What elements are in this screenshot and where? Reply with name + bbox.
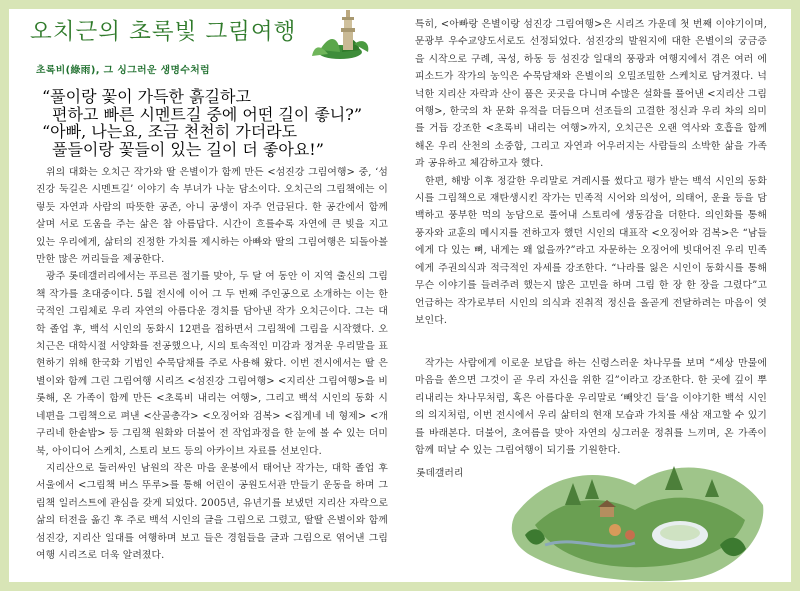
- dialogue-line: 편하고 빠른 시멘트길 중에 어떤 길이 좋니?”: [52, 104, 363, 124]
- page-title: 오치근의 초록빛 그림여행: [30, 19, 297, 45]
- dialogue-line: 풀들이랑 꽃들이 있는 길이 더 좋아요!”: [52, 139, 324, 159]
- dialogue-line: “풀이랑 꽃이 가득한 흙길하고: [42, 87, 251, 106]
- subtitle: 초록비(綠雨), 그 싱그러운 생명수처럼: [36, 65, 210, 76]
- paragraph: 작가는 사람에게 이로운 보답을 하는 신령스러운 차나무를 보며 “세상 만물에 마음을 쏟으면 그것이 곧 우리 자신을 위한 길”이라고 강조한다. 한 곳에 깊이 뿌리내리는 차나무처럼, 혹은 아름다운 우리말로 ‘빼앗긴 들’을 이야기한 백석 시인의 의지처럼, 이번 전시에서 우리 삶터의 현재 모습과 가치를 새삼 재고할 수 있기를 바래본다. 더불어, 초여름을 맞아 자연의 싱그러운 정취를 느끼며, 온 가족이 함께 떠날 수 있는 그림여행이 되기를 기원한다.: [415, 358, 767, 457]
- left-body: [36, 164, 388, 591]
- paragraph: 위의 대화는 오치근 작가와 딸 은별이가 함께 만든 <섬진강 그림여행> 중, ‘섬진강 둑길은 시멘트길’ 이야기 속 부녀가 나눈 담소이다. 오치근의 그림책에는 이렇듯 자연과 사람의 따뜻한 공존, 아니 공생이 자주 언급된다. 한 공간에서 함께 살며 서로 도움을 주는 삶은 참 아름답다. 시간이 흐를수록 자연에 큰 빚을 지고 있는 우리에게, 삶터의 진정한 가치를 제시하는 아빠와 딸의 그림여행은 되돌아볼 만한 많은 꺼리들을 제공한다.: [36, 167, 388, 266]
- paragraph: 특히, <아빠랑 은별이랑 섬진강 그림여행>은 시리즈 가운데 첫 번째 이야기이며, 문광부 우수교양도서로도 선정되었다. 섬진강의 발원지에 대한 은별이의 궁금증을 시작으로 구례, 곡성, 하동 등 섬진강 일대의 풍광과 여행지에서 겪은 여러 에피소드가 작가의 농익은 수묵담채와 은별이의 오밀조밀한 스케치로 담겨졌다. 넉넉한 지리산 자락과 산이 품은 곳곳을 다니며 수많은 설화를 풀어낸 <지리산 그림여행>, 한국의 차 문화 유적을 더듬으며 선조들의 고결한 정신과 우리 차의 의미를 거듭 강조한 <초록비 내리는 여행>까지, 오치근은 오랜 역사와 호흡을 함께 해온 우리 산천의 소중함, 그리고 자연과 어우러지는 사람들의 소박한 삶을 가족과 공유하고 체감하고자 했다.: [415, 19, 767, 170]
- landscape-illustration: [505, 435, 770, 585]
- paragraph: 광주 롯데갤러리에서는 푸르른 절기를 맞아, 두 달 여 동안 이 지역 출신의 그림책 작가를 초대중이다. 5월 전시에 이어 그 두 번째 주인공으로 소개하는 이는 한국적인 그림체로 우리 자연의 아름다운 경치를 담아낸 작가 오치근이다. 그는 대학 졸업 후, 백석 시인의 동화시 12편을 접하면서 그림책에 그림을 시작했다. 오치근은 대학시절 서양화를 전공했으나, 시의 토속적인 미감과 정겨운 우리말을 표현하기 위해 한국화 기법인 수묵담채를 주로 사용해 왔다. 이번 전시에서는 딸 은별이와 함께 그린 그림여행 시리즈 <섬진강 그림여행> <지리산 그림여행>을 비롯해, 온 가족이 함께 만든 <초록비 내리는 여행>, 그리고 백석 시인의 동화 시 네편을 그림책으로 펴낸 <산골총각> <오징어와 검복> <집게네 네 형제> <개구리네 한솥밥> 등 그림책 원화와 더불어 전 작업과정을 한 눈에 볼 수 있는 더미북, 아이디어 스케치, 스토리 보드 등의 아카이브 자료를 선보인다.: [36, 271, 388, 457]
- signature: 롯데갤러리: [416, 468, 464, 479]
- dialogue-line: “아빠, 나는요, 조금 천천히 가더라도: [42, 122, 298, 141]
- paragraph: 지리산으로 둘러싸인 남원의 작은 마을 운봉에서 태어난 작가는, 대학 졸업 후 서울에서 <그림책 버스 뚜루>를 통해 어린이 공원도서관 만들기 운동을 하며 그림책 일러스트에 관심을 갖게 되었다. 2005년, 유년기를 보냈던 지리산 자락으로 삶의 터전을 옮긴 후 주로 백석 시인의 글을 그림으로 그렸고, 딸딸 은별이와 함께 섬진강, 지리산 일대를 여행하며 보고 들은 경험들을 글과 그림으로 엮어낸 그림여행 시리즈로 더욱 알려졌다.: [36, 462, 388, 561]
- paragraph: 한편, 해방 이후 정갈한 우리말로 겨레시를 썼다고 평가 받는 백석 시인의 동화 시를 그림책으로 재탄생시킨 작가는 민족적 시어와 의성어, 의태어, 운율 등을 담백하고 풍부한 먹의 농담으로 풀어내 스토리에 생동감을 더한다. 의인화를 통해 풍자와 교훈의 메시지를 전하고자 했던 시인의 대표작 <오징어와 검복>은 “남들에게 다 있는 뼈, 내게는 왜 없을까?”라고 자문하는 오징어에 빗대어진 우리 민족에게 주권의식과 적극적인 자세를 강조한다. “나라를 잃은 시인이 동화시를 통해 무슨 이야기를 들려주려 했는지 많은 고민을 하며 그림 한 장 한 장을 그렸다”고 언급하는 작가로부터 시인의 의식과 진취적 정신을 올곧게 전달하려는 마음이 엿보인다.: [415, 175, 767, 326]
